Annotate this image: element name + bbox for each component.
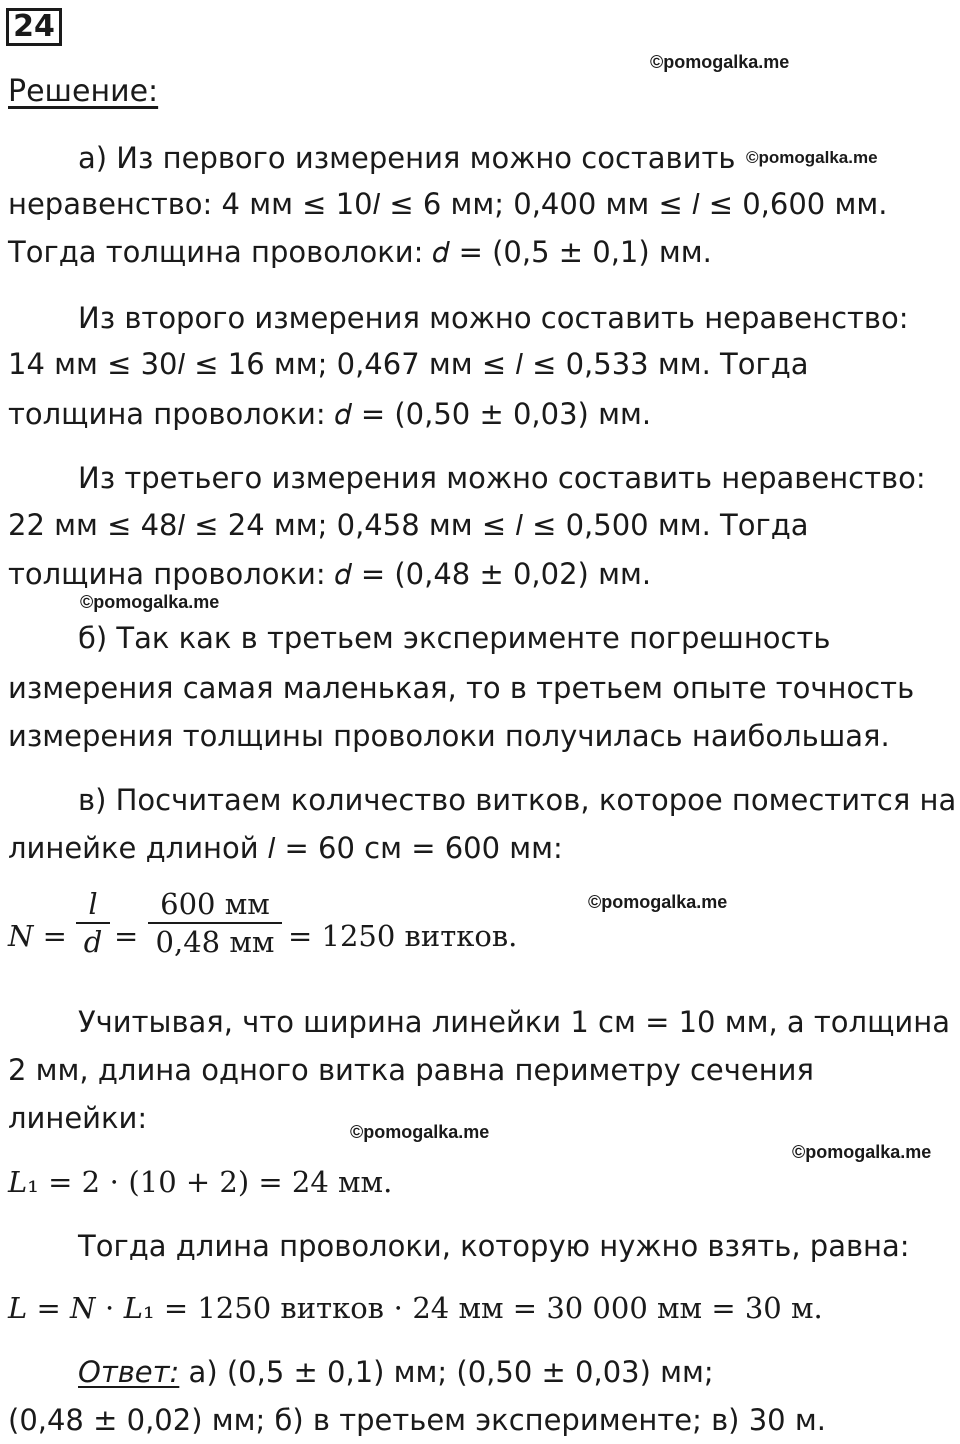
text-line-b3: толщина проволоки: 𝑑 = (0,50 ± 0,03) мм. xyxy=(8,397,652,431)
text-line-c2: 22 мм ≤ 48𝑙 ≤ 24 мм; 0,458 мм ≤ 𝑙 ≤ 0,500 мм. Тогда xyxy=(8,508,809,542)
answer-line-2: (0,48 ± 0,02) мм; б) в третьем эксперименте; в) 30 м. xyxy=(8,1403,826,1437)
watermark-2: ©pomogalka.me xyxy=(746,148,878,167)
answer-text-1: а) (0,5 ± 0,1) мм; (0,50 ± 0,03) мм; xyxy=(188,1355,714,1389)
fraction-numerator-l: 𝑙 xyxy=(88,887,98,921)
answer-label: Ответ: xyxy=(78,1355,180,1389)
watermark-1: ©pomogalka.me xyxy=(650,52,790,72)
fraction-600-over-048 xyxy=(148,886,282,960)
answer-line-1 xyxy=(78,1354,714,1390)
formula-l-total: 𝐿 = 𝑁 ⋅ 𝐿₁ = 1250 витков ⋅ 24 мм = 30 000 мм = 30 м. xyxy=(8,1291,823,1325)
text-line-d1: б) Так как в третьем эксперименте погрешность xyxy=(78,621,831,655)
formula-n-eq: = xyxy=(114,919,139,953)
text-line-c1: Из третьего измерения можно составить неравенство: xyxy=(78,461,926,495)
text-line-b1: Из второго измерения можно составить неравенство: xyxy=(78,301,909,335)
fraction-denominator-d: 𝑑 xyxy=(83,925,103,959)
text-line-f2: 2 мм, длина одного витка равна периметру сечения xyxy=(8,1053,814,1087)
text-line-f3: линейки: xyxy=(8,1101,148,1135)
formula-n-lhs: 𝑁 = xyxy=(8,919,67,953)
text-line-d3: измерения толщины проволоки получилась наибольшая. xyxy=(8,719,890,753)
text-line-b2: 14 мм ≤ 30𝑙 ≤ 16 мм; 0,467 мм ≤ 𝑙 ≤ 0,533 мм. Тогда xyxy=(8,347,809,381)
watermark-4: ©pomogalka.me xyxy=(588,892,728,912)
text-line-d2: измерения самая маленькая, то в третьем опыте точность xyxy=(8,671,915,705)
watermark-5: ©pomogalka.me xyxy=(350,1122,490,1142)
fraction-denominator-048: 0,48 мм xyxy=(155,925,275,959)
fraction-numerator-600: 600 мм xyxy=(160,887,270,921)
text-line-c3: толщина проволоки: 𝑑 = (0,48 ± 0,02) мм. xyxy=(8,557,652,591)
fraction-l-over-d xyxy=(76,886,110,960)
text-line-g1: Тогда длина проволоки, которую нужно взять, равна: xyxy=(78,1229,910,1263)
formula-l1: 𝐿₁ = 2 ⋅ (10 + 2) = 24 мм. xyxy=(8,1165,393,1199)
text-line-a3: Тогда толщина проволоки: 𝑑 = (0,5 ± 0,1) мм. xyxy=(8,235,712,269)
text-line-f1: Учитывая, что ширина линейки 1 см = 10 мм, а толщина xyxy=(78,1005,950,1039)
watermark-3: ©pomogalka.me xyxy=(80,592,220,612)
task-number: 24 xyxy=(6,8,62,46)
watermark-6: ©pomogalka.me xyxy=(792,1142,932,1162)
text-line-e1: в) Посчитаем количество витков, которое поместится на xyxy=(78,783,957,817)
solution-heading: Решение: xyxy=(8,74,159,109)
text-line-a2: неравенство: 4 мм ≤ 10𝑙 ≤ 6 мм; 0,400 мм ≤ 𝑙 ≤ 0,600 мм. xyxy=(8,187,888,221)
text-line-e2: линейке длиной 𝑙 = 60 см = 600 мм: xyxy=(8,831,563,865)
formula-n-rhs: = 1250 витков. xyxy=(288,919,518,953)
text-line-a1: а) Из первого измерения можно составить xyxy=(78,141,736,175)
